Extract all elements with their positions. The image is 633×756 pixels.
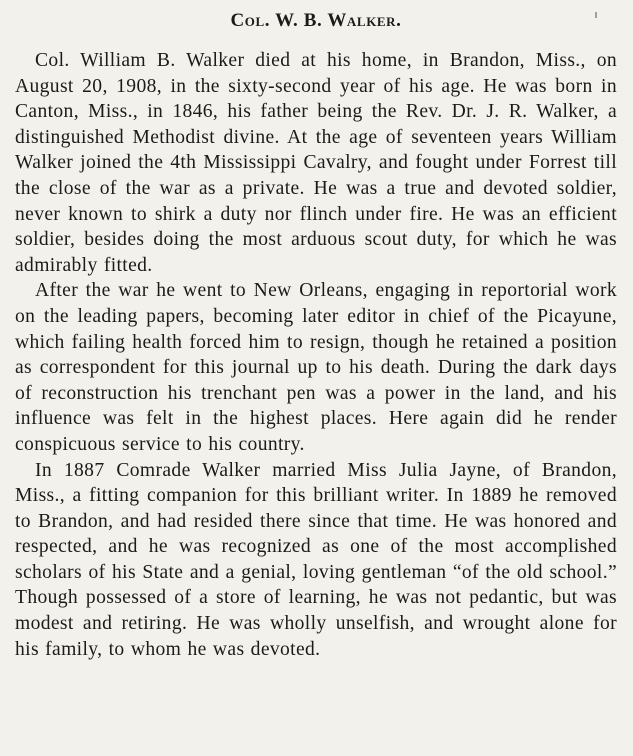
article-title: Col. W. B. Walker. xyxy=(230,10,402,31)
page-speck-mark xyxy=(595,12,597,18)
paragraph-3: In 1887 Comrade Walker married Miss Julia Jayne, of Brandon, Miss., a fitting companion for this brilliant writer. In 1889 he removed to Brandon, and had resided there since that time. He was honored and respected, and he was recognized as one of the most accomplished scholars of his State and a genial, loving gentleman “of the old school.” Though possessed of a store of learning, he was not pedantic, but was modest and retiring. He was wholly unselfish, and wrought alone for his family, to whom he was devoted. xyxy=(15,459,617,660)
paragraph-2: After the war he went to New Orleans, engaging in reportorial work on the leading papers, becoming later editor in chief of the Picayune, which failing health forced him to resign, though he retained a position as correspondent for this journal up to his death. During the dark days of reconstruction his trenchant pen was a power in the land, and his influence was felt in the highest places. Here again did he render conspicuous service to his country. xyxy=(15,280,617,455)
paragraph-1: Col. William B. Walker died at his home, in Brandon, Miss., on August 20, 1908, in the sixty-second year of his age. He was born in Canton, Miss., in 1846, his father being the Rev. Dr. J. R. Walker, a distinguished Methodist divine. At the age of seventeen years William Walker joined the 4th Mississippi Cavalry, and fought under Forrest till the close of the war as a private. He was a true and devoted soldier, never known to shirk a duty nor flinch under fire. He was an efficient soldier, besides doing the most arduous scout duty, for which he was admirably fitted. xyxy=(15,50,617,276)
